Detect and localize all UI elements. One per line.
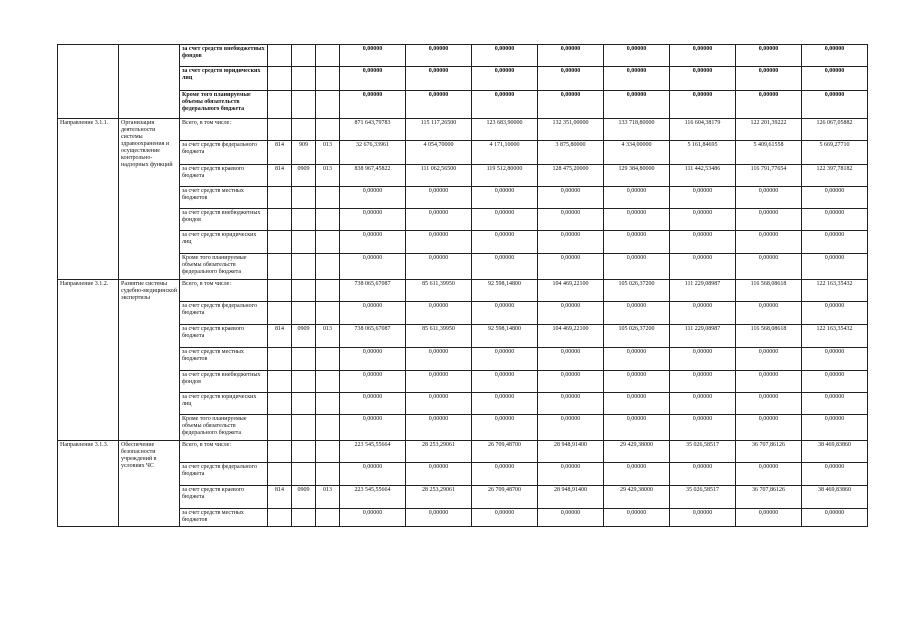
value-cell: 0,00000 [802, 231, 868, 254]
value-cell: 0,00000 [604, 254, 670, 280]
table-row [58, 141, 868, 165]
value-cell: 0,00000 [736, 67, 802, 91]
value-cell: 0,00000 [340, 463, 406, 486]
program-code-cell [316, 119, 340, 141]
value-cell: 0,00000 [538, 348, 604, 371]
value-cell: 0,00000 [670, 209, 736, 231]
value-cell: 0,00000 [472, 67, 538, 91]
program-code-cell [316, 415, 340, 441]
ministry-code-cell [268, 509, 292, 527]
value-cell: 0,00000 [538, 67, 604, 91]
value-cell: 223 545,55664 [340, 486, 406, 509]
section-code-cell [292, 45, 316, 67]
goal-cell: Развитие системы судебно-медицинской экспертизы [119, 280, 180, 441]
value-cell: 3 875,80000 [538, 141, 604, 165]
funding-source-cell: Кроме того планируемые объемы обязательств федерального бюджета [180, 91, 268, 119]
table-row [58, 91, 868, 119]
value-cell: 0,00000 [736, 509, 802, 527]
value-cell: 122 163,35432 [802, 325, 868, 348]
section-code-cell [292, 415, 316, 441]
value-cell: 0,00000 [538, 463, 604, 486]
funding-source-cell: за счет средств внебюджетных фондов [180, 45, 268, 67]
funding-source-cell: за счет средств юридических лиц [180, 67, 268, 91]
value-cell: 0,00000 [406, 45, 472, 67]
funding-source-cell: Всего, в том числе: [180, 441, 268, 463]
funding-source-cell: за счет средств федерального бюджета [180, 302, 268, 325]
funding-source-cell: за счет средств юридических лиц [180, 231, 268, 254]
ministry-code-cell [268, 415, 292, 441]
funding-source-cell: за счет средств краевого бюджета [180, 486, 268, 509]
value-cell: 0,00000 [670, 302, 736, 325]
program-code-cell [316, 231, 340, 254]
value-cell: 5 161,84695 [670, 141, 736, 165]
value-cell: 0,00000 [472, 509, 538, 527]
value-cell: 0,00000 [472, 91, 538, 119]
program-code-cell [316, 91, 340, 119]
value-cell: 0,00000 [340, 302, 406, 325]
value-cell: 0,00000 [406, 187, 472, 209]
value-cell: 0,00000 [406, 509, 472, 527]
value-cell: 32 676,33961 [340, 141, 406, 165]
table-row [58, 209, 868, 231]
value-cell: 0,00000 [604, 67, 670, 91]
value-cell: 0,00000 [604, 371, 670, 393]
ministry-code-cell [268, 441, 292, 463]
value-cell: 0,00000 [538, 91, 604, 119]
ministry-code-cell [268, 393, 292, 415]
value-cell: 116 568,08618 [736, 325, 802, 348]
value-cell: 0,00000 [802, 302, 868, 325]
value-cell: 5 409,61558 [736, 141, 802, 165]
value-cell: 0,00000 [538, 415, 604, 441]
value-cell: 35 026,58517 [670, 441, 736, 463]
value-cell: 0,00000 [736, 254, 802, 280]
value-cell: 0,00000 [670, 415, 736, 441]
ministry-code-cell [268, 371, 292, 393]
direction-cell: Направление 3.1.1. [58, 119, 119, 280]
funding-source-cell: за счет средств внебюджетных фондов [180, 209, 268, 231]
value-cell: 116 604,38179 [670, 119, 736, 141]
value-cell: 0,00000 [802, 393, 868, 415]
ministry-code-cell [268, 280, 292, 302]
value-cell: 0,00000 [736, 371, 802, 393]
value-cell: 26 709,48700 [472, 486, 538, 509]
value-cell: 129 384,80000 [604, 165, 670, 187]
program-code-cell [316, 393, 340, 415]
value-cell: 5 669,27710 [802, 141, 868, 165]
program-code-cell [316, 509, 340, 527]
value-cell: 104 469,22100 [538, 325, 604, 348]
funding-source-cell: за счет средств местных бюджетов [180, 348, 268, 371]
section-code-cell [292, 209, 316, 231]
value-cell: 0,00000 [538, 254, 604, 280]
value-cell: 0,00000 [406, 415, 472, 441]
funding-source-cell: за счет средств федерального бюджета [180, 141, 268, 165]
value-cell: 128 475,20000 [538, 165, 604, 187]
table-row [58, 325, 868, 348]
table-row [58, 348, 868, 371]
value-cell: 0,00000 [604, 187, 670, 209]
value-cell: 0,00000 [340, 254, 406, 280]
value-cell: 4 171,10000 [472, 141, 538, 165]
value-cell: 0,00000 [670, 348, 736, 371]
value-cell: 0,00000 [604, 348, 670, 371]
ministry-code-cell [268, 91, 292, 119]
value-cell: 0,00000 [802, 45, 868, 67]
value-cell: 104 469,22100 [538, 280, 604, 302]
value-cell: 0,00000 [736, 45, 802, 67]
value-cell: 29 429,38000 [604, 441, 670, 463]
value-cell: 871 643,79783 [340, 119, 406, 141]
table-row [58, 45, 868, 67]
value-cell: 36 707,86126 [736, 441, 802, 463]
value-cell: 38 469,83860 [802, 441, 868, 463]
table-row [58, 67, 868, 91]
value-cell: 115 117,26500 [406, 119, 472, 141]
value-cell: 0,00000 [472, 415, 538, 441]
value-cell: 0,00000 [472, 254, 538, 280]
program-code-cell [316, 371, 340, 393]
value-cell: 0,00000 [472, 45, 538, 67]
section-code-cell: 0909 [292, 165, 316, 187]
value-cell: 0,00000 [406, 254, 472, 280]
table-row [58, 254, 868, 280]
value-cell: 0,00000 [340, 67, 406, 91]
section-code-cell [292, 302, 316, 325]
section-code-cell [292, 67, 316, 91]
value-cell: 0,00000 [538, 45, 604, 67]
section-code-cell [292, 348, 316, 371]
program-code-cell: 013 [316, 165, 340, 187]
section-code-cell [292, 371, 316, 393]
section-code-cell [292, 91, 316, 119]
value-cell: 0,00000 [736, 91, 802, 119]
value-cell: 85 611,39950 [406, 325, 472, 348]
program-code-cell [316, 67, 340, 91]
value-cell: 105 026,37200 [604, 280, 670, 302]
value-cell: 92 598,14800 [472, 325, 538, 348]
value-cell: 738 065,67087 [340, 280, 406, 302]
value-cell: 122 163,35432 [802, 280, 868, 302]
value-cell: 0,00000 [406, 209, 472, 231]
table-row [58, 371, 868, 393]
value-cell: 0,00000 [406, 371, 472, 393]
goal-cell: Обеспечение безопасности учреждений в условиях ЧС [119, 441, 180, 527]
value-cell: 0,00000 [406, 348, 472, 371]
funding-source-cell: Всего, в том числе: [180, 280, 268, 302]
table-row [58, 393, 868, 415]
value-cell: 0,00000 [802, 187, 868, 209]
value-cell: 133 718,80000 [604, 119, 670, 141]
value-cell: 126 067,05882 [802, 119, 868, 141]
program-code-cell [316, 209, 340, 231]
ministry-code-cell [268, 302, 292, 325]
value-cell: 0,00000 [736, 415, 802, 441]
table-row [58, 441, 868, 463]
value-cell: 0,00000 [604, 91, 670, 119]
program-code-cell [316, 302, 340, 325]
value-cell: 0,00000 [406, 67, 472, 91]
value-cell: 28 253,29061 [406, 486, 472, 509]
value-cell: 0,00000 [670, 45, 736, 67]
section-code-cell: 909 [292, 141, 316, 165]
value-cell: 0,00000 [670, 509, 736, 527]
ministry-code-cell [268, 45, 292, 67]
table-row [58, 415, 868, 441]
program-code-cell [316, 254, 340, 280]
value-cell: 0,00000 [340, 509, 406, 527]
value-cell: 132 351,00000 [538, 119, 604, 141]
value-cell: 0,00000 [802, 91, 868, 119]
value-cell: 0,00000 [340, 209, 406, 231]
value-cell: 0,00000 [802, 348, 868, 371]
value-cell: 0,00000 [538, 187, 604, 209]
program-code-cell [316, 187, 340, 209]
value-cell: 0,00000 [604, 415, 670, 441]
table-row [58, 119, 868, 141]
table-row [58, 280, 868, 302]
value-cell: 0,00000 [406, 302, 472, 325]
table-row [58, 165, 868, 187]
value-cell: 0,00000 [670, 187, 736, 209]
value-cell: 0,00000 [538, 231, 604, 254]
program-code-cell: 013 [316, 486, 340, 509]
ministry-code-cell [268, 187, 292, 209]
value-cell: 0,00000 [604, 231, 670, 254]
ministry-code-cell: 814 [268, 486, 292, 509]
value-cell: 0,00000 [472, 393, 538, 415]
value-cell: 29 429,38000 [604, 486, 670, 509]
table-row [58, 231, 868, 254]
value-cell: 0,00000 [670, 254, 736, 280]
value-cell: 0,00000 [604, 209, 670, 231]
section-code-cell [292, 463, 316, 486]
goal-cell [119, 45, 180, 119]
value-cell: 26 709,48700 [472, 441, 538, 463]
value-cell: 838 967,45822 [340, 165, 406, 187]
value-cell: 0,00000 [538, 509, 604, 527]
value-cell: 0,00000 [340, 415, 406, 441]
value-cell: 111 229,08987 [670, 280, 736, 302]
value-cell: 85 611,39950 [406, 280, 472, 302]
program-code-cell: 013 [316, 141, 340, 165]
value-cell: 0,00000 [604, 463, 670, 486]
value-cell: 92 598,14800 [472, 280, 538, 302]
ministry-code-cell [268, 254, 292, 280]
section-code-cell [292, 509, 316, 527]
value-cell: 0,00000 [340, 348, 406, 371]
value-cell: 0,00000 [538, 302, 604, 325]
value-cell: 0,00000 [604, 393, 670, 415]
value-cell: 0,00000 [406, 231, 472, 254]
program-code-cell [316, 348, 340, 371]
table-row [58, 463, 868, 486]
value-cell: 0,00000 [604, 509, 670, 527]
ministry-code-cell: 814 [268, 165, 292, 187]
value-cell: 223 545,55664 [340, 441, 406, 463]
value-cell: 0,00000 [472, 302, 538, 325]
value-cell: 0,00000 [736, 348, 802, 371]
value-cell: 0,00000 [340, 231, 406, 254]
goal-cell: Организация деятельности системы здравоохранения и осуществление контрольно-надзорных функций [119, 119, 180, 280]
section-code-cell [292, 231, 316, 254]
value-cell: 4 054,70000 [406, 141, 472, 165]
value-cell: 0,00000 [802, 509, 868, 527]
ministry-code-cell: 814 [268, 325, 292, 348]
table-row [58, 486, 868, 509]
section-code-cell: 0909 [292, 486, 316, 509]
program-code-cell [316, 441, 340, 463]
section-code-cell [292, 254, 316, 280]
section-code-cell [292, 187, 316, 209]
value-cell: 116 568,08618 [736, 280, 802, 302]
program-code-cell [316, 463, 340, 486]
value-cell: 0,00000 [538, 393, 604, 415]
value-cell: 0,00000 [670, 231, 736, 254]
direction-cell: Направление 3.1.3. [58, 441, 119, 527]
value-cell: 0,00000 [670, 393, 736, 415]
value-cell: 0,00000 [802, 371, 868, 393]
program-code-cell [316, 45, 340, 67]
value-cell: 0,00000 [340, 371, 406, 393]
value-cell: 0,00000 [538, 371, 604, 393]
value-cell: 0,00000 [604, 45, 670, 67]
budget-table-body [58, 45, 868, 527]
value-cell: 0,00000 [736, 187, 802, 209]
direction-cell [58, 45, 119, 119]
funding-source-cell: Всего, в том числе: [180, 119, 268, 141]
value-cell: 0,00000 [802, 209, 868, 231]
ministry-code-cell: 814 [268, 141, 292, 165]
funding-source-cell: Кроме того планируемые объемы обязательств федерального бюджета [180, 415, 268, 441]
funding-source-cell: за счет средств краевого бюджета [180, 165, 268, 187]
value-cell: 0,00000 [802, 415, 868, 441]
ministry-code-cell [268, 119, 292, 141]
value-cell: 28 253,29061 [406, 441, 472, 463]
value-cell: 0,00000 [736, 302, 802, 325]
ministry-code-cell [268, 463, 292, 486]
ministry-code-cell [268, 231, 292, 254]
funding-source-cell: за счет средств местных бюджетов [180, 509, 268, 527]
value-cell: 0,00000 [406, 91, 472, 119]
value-cell: 0,00000 [670, 91, 736, 119]
value-cell: 738 065,67087 [340, 325, 406, 348]
value-cell: 0,00000 [736, 463, 802, 486]
value-cell: 0,00000 [472, 463, 538, 486]
value-cell: 38 469,83860 [802, 486, 868, 509]
value-cell: 0,00000 [340, 45, 406, 67]
ministry-code-cell [268, 348, 292, 371]
budget-table [57, 44, 868, 527]
value-cell: 0,00000 [472, 209, 538, 231]
value-cell: 119 512,80000 [472, 165, 538, 187]
direction-cell: Направление 3.1.2. [58, 280, 119, 441]
value-cell: 0,00000 [340, 187, 406, 209]
table-row [58, 302, 868, 325]
value-cell: 4 334,00000 [604, 141, 670, 165]
value-cell: 0,00000 [406, 393, 472, 415]
funding-source-cell: за счет средств внебюджетных фондов [180, 371, 268, 393]
section-code-cell [292, 119, 316, 141]
funding-source-cell: Кроме того планируемые объемы обязательств федерального бюджета [180, 254, 268, 280]
value-cell: 0,00000 [340, 393, 406, 415]
table-row [58, 187, 868, 209]
value-cell: 0,00000 [736, 231, 802, 254]
value-cell: 28 948,91400 [538, 486, 604, 509]
value-cell: 36 707,86126 [736, 486, 802, 509]
section-code-cell [292, 393, 316, 415]
value-cell: 0,00000 [670, 67, 736, 91]
section-code-cell: 0909 [292, 325, 316, 348]
value-cell: 0,00000 [406, 463, 472, 486]
value-cell: 122 201,39222 [736, 119, 802, 141]
funding-source-cell: за счет средств юридических лиц [180, 393, 268, 415]
value-cell: 116 791,77654 [736, 165, 802, 187]
program-code-cell: 013 [316, 325, 340, 348]
value-cell: 28 948,91400 [538, 441, 604, 463]
value-cell: 0,00000 [670, 371, 736, 393]
value-cell: 0,00000 [472, 348, 538, 371]
value-cell: 0,00000 [736, 393, 802, 415]
funding-source-cell: за счет средств федерального бюджета [180, 463, 268, 486]
value-cell: 35 026,58517 [670, 486, 736, 509]
value-cell: 0,00000 [802, 463, 868, 486]
value-cell: 0,00000 [340, 91, 406, 119]
value-cell: 105 026,37200 [604, 325, 670, 348]
ministry-code-cell [268, 209, 292, 231]
value-cell: 0,00000 [472, 371, 538, 393]
value-cell: 0,00000 [604, 302, 670, 325]
value-cell: 123 683,90000 [472, 119, 538, 141]
value-cell: 0,00000 [802, 254, 868, 280]
value-cell: 122 397,78182 [802, 165, 868, 187]
funding-source-cell: за счет средств местных бюджетов [180, 187, 268, 209]
value-cell: 0,00000 [802, 67, 868, 91]
section-code-cell [292, 280, 316, 302]
value-cell: 0,00000 [670, 463, 736, 486]
ministry-code-cell [268, 67, 292, 91]
value-cell: 111 062,56500 [406, 165, 472, 187]
program-code-cell [316, 280, 340, 302]
value-cell: 111 229,08987 [670, 325, 736, 348]
value-cell: 0,00000 [736, 209, 802, 231]
value-cell: 0,00000 [472, 231, 538, 254]
section-code-cell [292, 441, 316, 463]
value-cell: 0,00000 [472, 187, 538, 209]
value-cell: 111 442,53486 [670, 165, 736, 187]
funding-source-cell: за счет средств краевого бюджета [180, 325, 268, 348]
value-cell: 0,00000 [538, 209, 604, 231]
table-row [58, 509, 868, 527]
